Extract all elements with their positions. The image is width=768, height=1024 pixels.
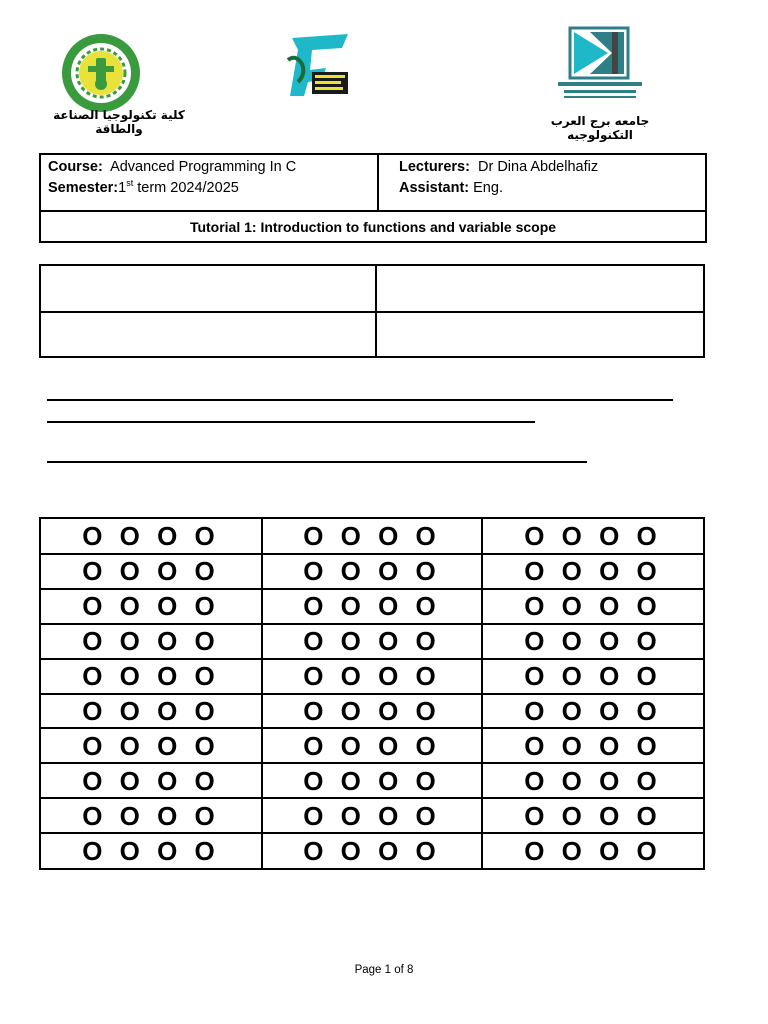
- lecturers-label: Lecturers:: [399, 159, 470, 175]
- semester-line: [48, 178, 296, 199]
- answer-bubbles[interactable]: O O O O: [82, 731, 220, 761]
- faculty-arabic-name: كلية تكنولوجيا الصناعة والطاقة: [53, 108, 185, 136]
- answer-bubbles[interactable]: O O O O: [82, 591, 220, 621]
- answer-bubbles[interactable]: O O O O: [303, 801, 441, 831]
- assistant-line: [399, 178, 598, 199]
- semester-suffix: st: [126, 178, 134, 188]
- answer-bubbles[interactable]: O O O O: [82, 801, 220, 831]
- student-info-table: [39, 264, 705, 358]
- answer-bubbles[interactable]: O O O O: [303, 836, 441, 866]
- answer-bubbles[interactable]: O O O O: [303, 626, 441, 656]
- answer-bubbles[interactable]: O O O O: [82, 696, 220, 726]
- answer-bubbles[interactable]: O O O O: [303, 556, 441, 586]
- answer-bubbles[interactable]: O O O O: [524, 766, 662, 796]
- department-logo: [282, 30, 354, 100]
- answer-bubbles[interactable]: O O O O: [82, 626, 220, 656]
- answer-bubbles[interactable]: O O O O: [524, 801, 662, 831]
- answer-bubbles[interactable]: O O O O: [524, 626, 662, 656]
- assistant-label: Assistant:: [399, 180, 470, 196]
- writing-line: [47, 461, 587, 463]
- answer-bubbles[interactable]: O O O O: [303, 731, 441, 761]
- answer-bubbles[interactable]: O O O O: [303, 661, 441, 691]
- semester-term: term 2024/2025: [133, 180, 239, 196]
- course-info-table: [39, 153, 707, 243]
- semester-label: Semester:: [48, 180, 119, 196]
- answer-bubbles[interactable]: O O O O: [303, 696, 441, 726]
- course-value: Advanced Programming In C: [110, 159, 297, 175]
- course-line: [48, 157, 296, 178]
- course-semester-cell: [48, 157, 296, 199]
- lecturers-value: Dr Dina Abdelhafiz: [477, 159, 599, 175]
- course-label: Course:: [48, 159, 103, 175]
- answer-bubbles[interactable]: O O O O: [524, 521, 662, 551]
- university-logo: [550, 26, 650, 106]
- answer-bubbles[interactable]: O O O O: [524, 661, 662, 691]
- writing-line: [47, 399, 673, 401]
- faculty-logo: [60, 32, 142, 114]
- answer-bubbles[interactable]: O O O O: [303, 766, 441, 796]
- answer-bubbles[interactable]: O O O O: [82, 661, 220, 691]
- answer-bubbles[interactable]: O O O O: [524, 836, 662, 866]
- answer-bubbles[interactable]: O O O O: [303, 521, 441, 551]
- answer-bubbles[interactable]: O O O O: [524, 696, 662, 726]
- tutorial-title: Tutorial 1: Introduction to functions and variable scope: [189, 219, 557, 235]
- answer-bubbles[interactable]: O O O O: [82, 556, 220, 586]
- answer-bubbles[interactable]: O O O O: [82, 521, 220, 551]
- writing-line: [47, 421, 535, 423]
- answer-bubbles[interactable]: O O O O: [524, 731, 662, 761]
- page-number: Page 1 of 8: [354, 964, 414, 976]
- answer-bubbles[interactable]: O O O O: [524, 556, 662, 586]
- lecturers-line: [399, 157, 598, 178]
- university-arabic-name: جامعه برج العرب التكنولوجيه: [550, 114, 650, 142]
- assistant-value: Eng.: [473, 180, 503, 196]
- answer-bubbles[interactable]: O O O O: [524, 591, 662, 621]
- answer-bubble-grid: [39, 517, 705, 870]
- answer-bubbles[interactable]: O O O O: [82, 836, 220, 866]
- lecturer-assistant-cell: [399, 157, 598, 199]
- semester-number: 1: [118, 180, 127, 196]
- answer-bubbles[interactable]: O O O O: [82, 766, 220, 796]
- answer-bubbles[interactable]: O O O O: [303, 591, 441, 621]
